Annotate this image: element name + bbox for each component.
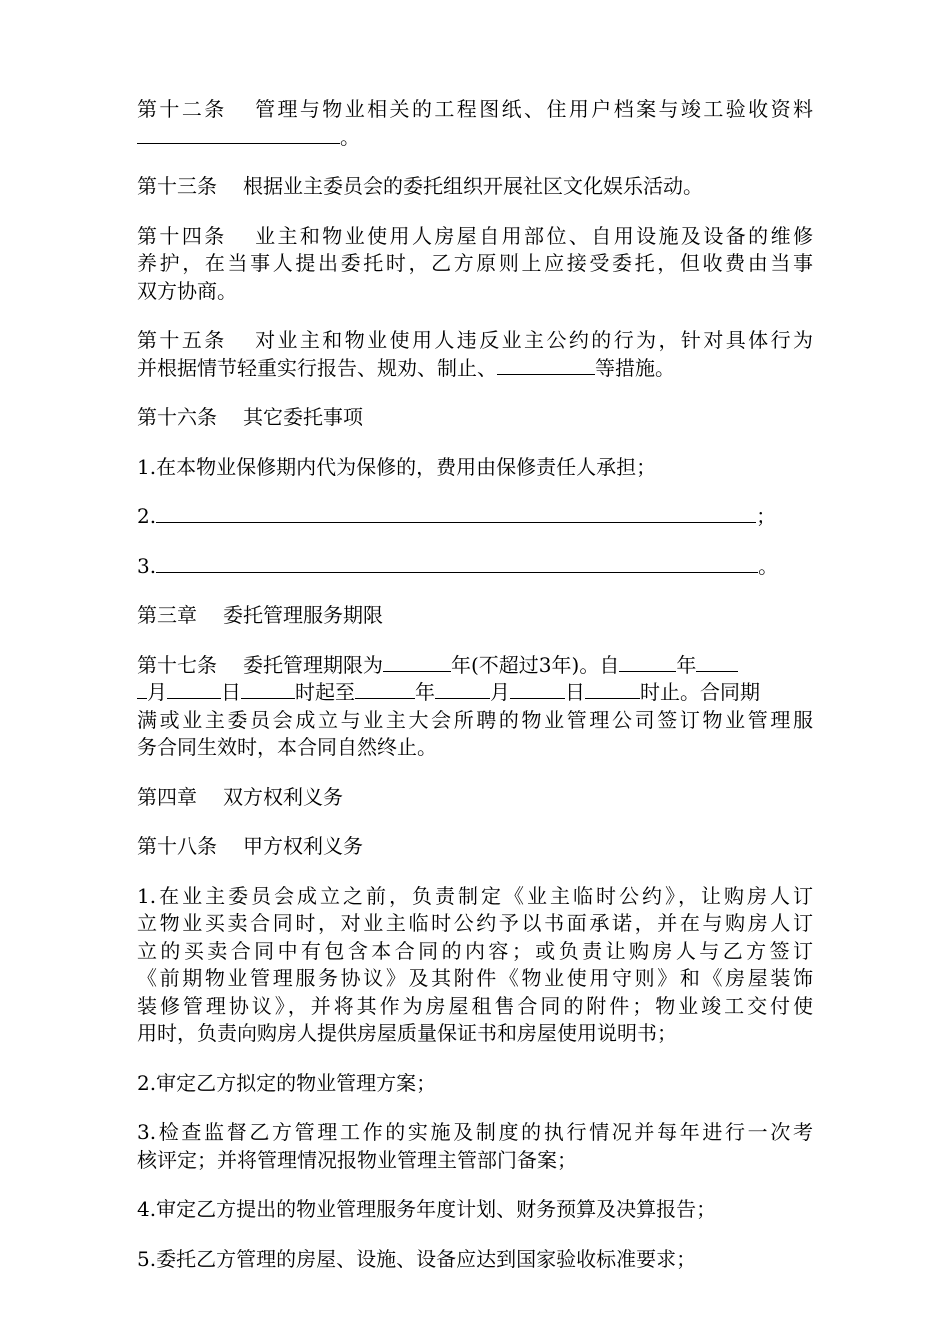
list-item: 2.审定乙方拟定的物业管理方案；	[137, 1070, 437, 1095]
list-item: 1.在业主委员会成立之前，负责制定《业主临时公约》，让购房人订 立物业买卖合同时，对业主临时公约予以书面承诺，并在与购房人订 立的买卖合同中有包含本合同的内容；或负责让购房人与乙方签订 《前期物业管理服务协议》及其附件《物业使用守则》和《房屋装饰 装修管理协议》，并将其作为房屋租售合同的附件；物业竣工交付使 用时，负责向购房人提供房屋质量保证书和房屋使用说明书；	[137, 883, 813, 1045]
article-text: 管理与物业相关的工程图纸、住用户档案与竣工验收资料	[252, 97, 814, 121]
article-16	[137, 404, 813, 432]
blank-line	[619, 652, 676, 672]
article-label: 第十二条	[137, 97, 227, 121]
chapter-label: 第三章	[137, 603, 197, 627]
article-label: 第十六条	[137, 405, 217, 429]
article-14: 第十四条 业主和物业使用人房屋自用部位、自用设施及设备的维修 养护，在当事人提出委托时，乙方原则上应接受委托，但收费由当事 双方协商。	[137, 223, 814, 303]
list-item: 4.审定乙方提出的物业管理服务年度计划、财务预算及决算报告；	[137, 1197, 717, 1221]
chapter-3-heading	[137, 602, 813, 630]
blank-line	[435, 679, 490, 699]
list-item: 3.检查监督乙方管理工作的实施及制度的执行情况并每年进行一次考 核评定；并将管理情况报物业管理主管部门备案；	[137, 1120, 813, 1172]
article-12: 第十二条 管理与物业相关的工程图纸、住用户档案与竣工验收资料 。	[137, 97, 814, 149]
article-text: 其它委托事项	[243, 405, 363, 429]
blank-line	[696, 652, 738, 672]
chapter-title: 双方权利义务	[223, 784, 343, 809]
article-text: 甲方权利义务	[243, 834, 363, 858]
blank-line	[241, 679, 295, 699]
chapter-4-heading	[137, 784, 813, 812]
article-label: 第十三条	[137, 174, 217, 198]
article-label: 第十七条	[137, 652, 217, 677]
list-item: 2. ；	[137, 504, 777, 528]
list-item: 3. 。	[137, 553, 779, 578]
list-item: 5.委托乙方管理的房屋、设施、设备应达到国家验收标准要求；	[137, 1246, 697, 1271]
blank-line	[497, 355, 595, 375]
article-15: 第十五条 对业主和物业使用人违反业主公约的行为，针对具体行为 并根据情节轻重实行报告、规劝、制止、 等措施。	[137, 328, 814, 380]
blank-line	[137, 124, 340, 144]
blank-line	[355, 679, 415, 699]
blank-line	[167, 679, 221, 699]
article-18	[137, 833, 813, 861]
blank-line	[383, 652, 451, 672]
article-13	[137, 173, 813, 201]
document-page	[137, 96, 813, 1295]
article-17: 第十七条 委托管理期限为 年(不超过3年)。自 年 月 日 时起至 年 月 日 时止。合同期 满或业主委员会成立与业主大会所聘的物业管理公司签订物业管理服 务合同生效时，本合同自然终止。	[137, 652, 813, 759]
chapter-label: 第四章	[137, 784, 197, 809]
blank-line	[585, 679, 640, 699]
article-label: 第十四条	[137, 223, 227, 248]
blank-line	[156, 553, 758, 573]
blank-line	[137, 679, 147, 699]
article-label: 第十五条	[137, 328, 227, 352]
blank-line	[510, 679, 565, 699]
article-text: 根据业主委员会的委托组织开展社区文化娱乐活动。	[243, 174, 703, 198]
list-item: 1.在本物业保修期内代为保修的，费用由保修责任人承担；	[137, 454, 657, 479]
chapter-title: 委托管理服务期限	[223, 603, 383, 627]
blank-line	[156, 503, 756, 523]
article-label: 第十八条	[137, 834, 217, 858]
